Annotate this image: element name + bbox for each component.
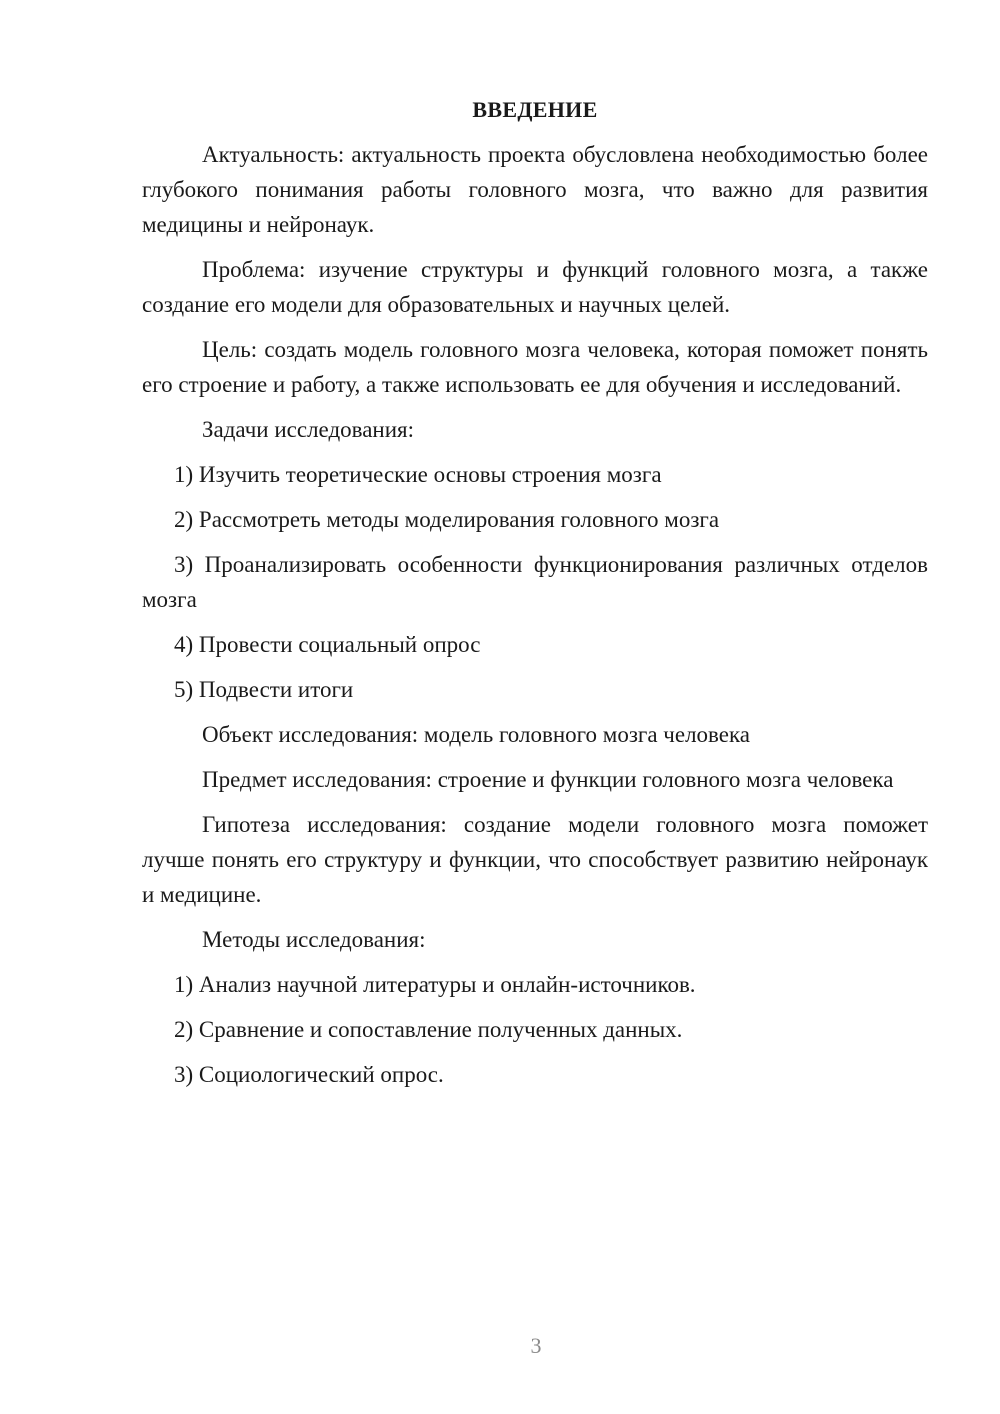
- method-item-1: 1) Анализ научной литературы и онлайн-источников.: [174, 972, 696, 997]
- paragraph-relevance: Актуальность: актуальность проекта обусловлена необходимостью более глубокого понимания работы головного мозга, что важно для развития медицины и нейронаук.: [142, 142, 928, 237]
- task-item-4: 4) Провести социальный опрос: [174, 632, 481, 657]
- section-title: ВВЕДЕНИЕ: [472, 97, 598, 122]
- paragraph-hypothesis: Гипотеза исследования: создание модели головного мозга поможет лучше понять его структуру и функции, что способствует развитию нейронаук и медицине.: [142, 812, 928, 907]
- paragraph-object: Объект исследования: модель головного мозга человека: [202, 722, 751, 747]
- page-content: [142, 92, 928, 1102]
- method-item-3: 3) Социологический опрос.: [174, 1062, 444, 1087]
- page-number: 3: [530, 1333, 542, 1358]
- task-item-1: 1) Изучить теоретические основы строения мозга: [174, 462, 662, 487]
- methods-heading: Методы исследования:: [202, 927, 426, 952]
- task-item-5: 5) Подвести итоги: [174, 677, 354, 702]
- method-item-2: 2) Сравнение и сопоставление полученных данных.: [174, 1017, 683, 1042]
- task-item-2: 2) Рассмотреть методы моделирования головного мозга: [174, 507, 720, 532]
- paragraph-goal: Цель: создать модель головного мозга человека, которая поможет понять его строение и работу, а также использовать ее для обучения и исследований.: [142, 337, 928, 397]
- tasks-heading: Задачи исследования:: [202, 417, 415, 442]
- paragraph-problem: Проблема: изучение структуры и функций головного мозга, а также создание его модели для образовательных и научных целей.: [142, 257, 928, 317]
- task-item-3: 3) Проанализировать особенности функционирования различных отделов мозга: [142, 552, 928, 612]
- paragraph-subject: Предмет исследования: строение и функции головного мозга человека: [202, 767, 894, 792]
